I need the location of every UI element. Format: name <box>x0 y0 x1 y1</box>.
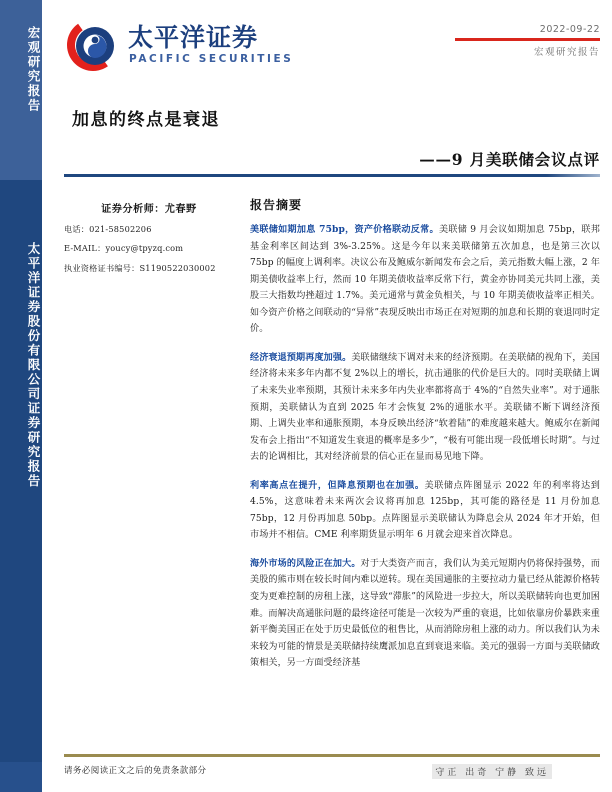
summary-paragraph-body: 美联储 9 月会议如期加息 75bp，联邦基金利率区间达到 3%-3.25%。这是今年以来美联储第五次加息，也是第三次以 75bp 的幅度上调利率。决议公布及鲍威尔新闻发布会之后，美元指数大幅上涨，2 年期美债收益率上行，然而 10 年期美债收益率反常下行，黄金亦协同美元共同上涨，美股三大指数均挫超过 1.7%。美元通常与黄金负相关，与 10 年期美债收益率正相关。如今资产价格之间联动的“异常”表现反映出市场正在对短期的加息和长期的衰退同时定价。 <box>250 225 600 335</box>
title-divider <box>64 174 600 177</box>
logo-text-chinese: 太平洋证券 <box>128 22 259 52</box>
analyst-email: E-MAIL：youcy@tpyzq.com <box>64 243 184 254</box>
summary-paragraph-lead: 利率高点在提升，但降息预期也在加强。 <box>250 479 425 491</box>
sidebar-label-macro-report: 宏观研究报告 <box>26 26 41 113</box>
footer-disclaimer-note: 请务必阅读正文之后的免责条款部分 <box>64 766 207 776</box>
analyst-name: 证券分析师：尤春野 <box>101 204 197 215</box>
summary-heading: 报告摘要 <box>250 198 303 212</box>
logo-text-english: PACIFIC SECURITIES <box>129 53 294 66</box>
summary-paragraph-lead: 经济衰退预期再度加强。 <box>250 351 352 363</box>
page-title: 加息的终点是衰退 <box>72 110 220 130</box>
left-sidebar <box>0 0 42 792</box>
footer-slogan: 守正 出奇 宁静 致远 <box>432 764 552 779</box>
summary-paragraph <box>250 222 600 338</box>
summary-paragraph-lead: 海外市场的风险正在加大。 <box>250 557 361 569</box>
summary-paragraph-body: 对于大类资产而言，我们认为美元短期内仍将保持强势，而美股的熊市则在较长时间内难以逆转。现在美国通胀的主要拉动力量已经从能源价格转变为更难控制的房租上涨，这导致“滞胀”的风险进一步拉大，所以美联储转向也更加困难。而解决高通胀问题的最终途径可能是一次较为严重的衰退，比如依靠房价暴跌来重新平衡美国正在处于历史最低位的租售比，从而消除房租上涨的动力。所以我们认为未来较为可能的情景是美联储持续鹰派加息直到衰退来临。美元的强弱一方面与美联储政策相关，另一方面受经济基 <box>250 558 600 669</box>
footer-divider <box>64 754 600 757</box>
analyst-phone: 电话：021-58502206 <box>64 224 152 234</box>
header-meta <box>360 24 600 58</box>
report-summary-section <box>250 196 600 684</box>
pacific-securities-logo-icon <box>64 16 122 74</box>
summary-paragraph-lead: 美联储如期加息 75bp，资产价格联动反常。 <box>250 224 439 236</box>
sidebar-label-company-report: 太平洋证券股份有限公司证券研究报告 <box>26 241 41 489</box>
analyst-license-number: 执业资格证书编号：S1190522030002 <box>64 262 216 273</box>
report-category: 宏观研究报告 <box>533 46 600 58</box>
page-subtitle: ——9 月美联储会议点评 <box>419 150 600 169</box>
report-date: 2022-09-22 <box>539 24 600 35</box>
page-header <box>42 0 612 100</box>
red-divider <box>455 38 600 41</box>
summary-paragraph <box>250 350 600 466</box>
sidebar-footer-band <box>0 762 42 792</box>
analyst-info-block <box>64 200 234 282</box>
brand-logo <box>64 16 293 74</box>
summary-paragraph-body: 美联储继续下调对未来的经济预期。在美联储的视角下，美国经济将未来多年内都不复 2%以上的增长，抗击通胀的代价是巨大的。同时美联储上调了未来失业率预期，其预计未来多年内失业率都将高于 4%的“自然失业率”。对于通胀预期，美联储认为直到 2025 年才会恢复 2%的通胀水平。美联储不断下调经济预期、上调失业率和通胀预期，本身反映出经济“软着陆”的难度越来越大。鲍威尔在新闻发布会上指出“不知道发生衰退的概率是多少”，“极有可能出现一段低增长时期”。与过去的论调相比，其对经济前景的信心正在显而易见地下降。 <box>250 352 600 463</box>
summary-paragraph <box>250 478 600 544</box>
summary-paragraph-body: 美联储点阵图显示 2022 年的利率将达到 4.5%，这意味着未来两次会议将再加息 125bp，其可能的路径是 11 月份加息 75bp，12 月份再加息 50bp。点阵图显示美联储认为降息会从 2024 年才开始，但市场并不相信。CME 利率期货显示明年 6 月就会迎来首次降息。 <box>250 480 600 541</box>
summary-paragraph <box>250 556 600 672</box>
